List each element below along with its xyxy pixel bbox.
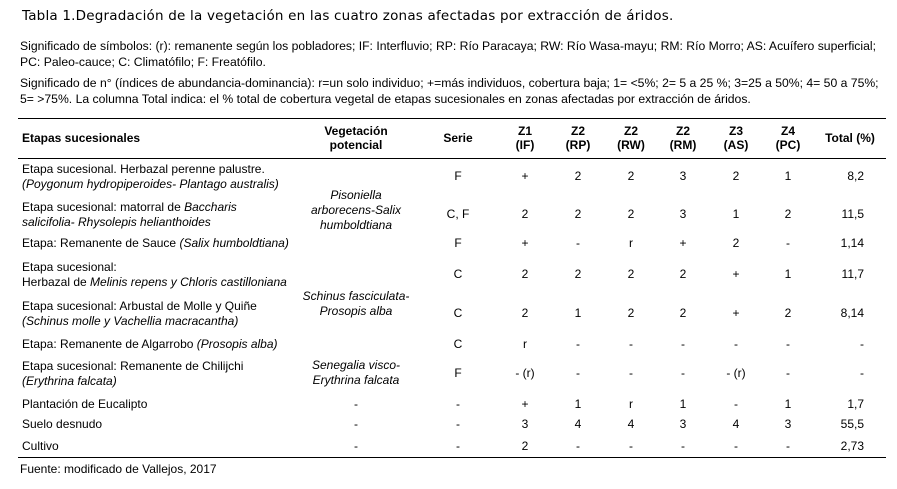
z2rm-cell: 2 bbox=[679, 306, 687, 320]
stage-text: Etapa sucesional. Herbazal perenne palustre. bbox=[22, 161, 265, 176]
z2rw-cell: 2 bbox=[627, 267, 635, 281]
serie-cell: F bbox=[454, 169, 462, 183]
z2rp-cell: 2 bbox=[574, 207, 582, 221]
z2rm-cell: 2 bbox=[679, 267, 687, 281]
z4-cell: - bbox=[786, 438, 790, 453]
stage-text: Cultivo bbox=[22, 438, 59, 453]
z2rm-cell: 3 bbox=[679, 207, 687, 221]
z2rw-cell: - bbox=[629, 438, 633, 453]
z1-cell: 3 bbox=[521, 416, 529, 431]
z4-cell: - bbox=[786, 366, 790, 380]
stage-species: Baccharis bbox=[184, 199, 237, 214]
z2rm-cell: 3 bbox=[679, 169, 687, 183]
table-bottom-rule bbox=[18, 457, 886, 458]
pv1-line3: humboldtiana bbox=[319, 218, 393, 232]
stage-cell bbox=[22, 160, 322, 193]
stage-cell bbox=[22, 258, 322, 291]
stage-text: Etapa: Remanente de Sauce bbox=[22, 235, 180, 250]
header-vegetation bbox=[296, 118, 416, 158]
z2rp-cell: - bbox=[576, 235, 580, 250]
z2rw-cell: r bbox=[629, 396, 633, 411]
source-footnote: Fuente: modificado de Vallejos, 2017 bbox=[20, 462, 217, 476]
z4-cell: 2 bbox=[784, 207, 792, 221]
header-z2rw-line2: (RW) bbox=[617, 138, 645, 152]
stage-species-line2: (Erythrina falcata) bbox=[22, 373, 117, 388]
stage-cell bbox=[22, 335, 322, 353]
serie-cell: - bbox=[456, 416, 460, 431]
header-z3 bbox=[711, 118, 761, 158]
header-z2rp-line1: Z2 bbox=[570, 124, 585, 138]
z2rm-cell: 3 bbox=[679, 416, 687, 431]
z2rm-cell: + bbox=[679, 235, 687, 250]
stage-cell bbox=[22, 437, 322, 455]
z3-cell: + bbox=[732, 267, 740, 281]
stage-text: Etapa sucesional: Arbustal de Molle y Quiñe bbox=[22, 298, 257, 313]
header-z4-line2: (PC) bbox=[775, 138, 801, 152]
total-cell: 2,73 bbox=[840, 438, 864, 453]
z3-cell: - bbox=[734, 438, 738, 453]
z2rp-cell: - bbox=[576, 336, 580, 351]
z2rp-cell: 4 bbox=[574, 416, 582, 431]
z2rp-cell: 1 bbox=[574, 306, 582, 320]
stage-text-line2: Herbazal de bbox=[22, 274, 91, 289]
serie-cell: C, F bbox=[446, 207, 470, 221]
z2rm-cell: - bbox=[681, 336, 685, 351]
z1-cell: - (r) bbox=[515, 366, 535, 380]
header-z2-rp bbox=[553, 118, 603, 158]
header-z1 bbox=[500, 118, 550, 158]
serie-cell: C bbox=[453, 267, 463, 281]
stage-species-line2: (Poygonum hydropiperoides- Plantago australis) bbox=[22, 176, 279, 191]
z2rw-cell: 2 bbox=[627, 306, 635, 320]
header-z2rm-line2: (RM) bbox=[669, 138, 697, 152]
z3-cell: 1 bbox=[732, 207, 740, 221]
stage-species-line2: Melinis repens y Chloris castilloniana bbox=[90, 274, 287, 289]
header-total: Total (%) bbox=[825, 131, 875, 145]
table-header-rule bbox=[18, 158, 886, 159]
z2rp-cell: 1 bbox=[574, 396, 582, 411]
stage-species: (Salix humboldtiana) bbox=[179, 235, 289, 250]
z2rw-cell: - bbox=[629, 366, 633, 380]
total-cell: 8,2 bbox=[847, 169, 864, 183]
header-vegetation-line1: Vegetación bbox=[324, 124, 388, 138]
header-z4-line1: Z4 bbox=[780, 124, 795, 138]
z2rp-cell: - bbox=[576, 366, 580, 380]
header-z2rm-line1: Z2 bbox=[675, 124, 690, 138]
z3-cell: - bbox=[734, 396, 738, 411]
z1-cell: 2 bbox=[521, 207, 529, 221]
total-cell: 11,7 bbox=[841, 267, 864, 281]
stage-species-line2: (Schinus molle y Vachellia macracantha) bbox=[22, 313, 239, 328]
z3-cell: 2 bbox=[732, 169, 740, 183]
pv1-line2: arborecens-Salix bbox=[310, 203, 402, 217]
total-cell: 55,5 bbox=[840, 416, 864, 431]
stage-text: Etapa sucesional: matorral de bbox=[22, 199, 185, 214]
stage-text: Etapa sucesional: bbox=[22, 259, 117, 274]
header-z2-rm bbox=[658, 118, 708, 158]
header-serie: Serie bbox=[443, 131, 473, 145]
pv3-line1: Senegalia visco- bbox=[311, 358, 401, 372]
z3-cell: - (r) bbox=[726, 366, 746, 380]
z1-cell: r bbox=[523, 336, 527, 351]
pv3-line2: Erythrina falcata bbox=[312, 373, 400, 387]
z4-cell: 1 bbox=[784, 169, 792, 183]
serie-cell: F bbox=[454, 366, 462, 380]
z2rm-cell: - bbox=[681, 438, 685, 453]
header-z1-line2: (IF) bbox=[515, 138, 535, 152]
stage-text: Etapa sucesional: Remanente de Chilijchi bbox=[22, 358, 244, 373]
z4-cell: 1 bbox=[784, 396, 792, 411]
vegetation-cell: - bbox=[354, 416, 358, 431]
z2rw-cell: 4 bbox=[627, 416, 635, 431]
stage-cell bbox=[22, 415, 322, 433]
serie-cell: - bbox=[456, 396, 460, 411]
z2rw-cell: r bbox=[629, 235, 633, 250]
stage-cell bbox=[22, 357, 322, 390]
total-cell: 11,5 bbox=[841, 207, 864, 221]
z2rw-cell: 2 bbox=[627, 169, 635, 183]
header-z2-rw bbox=[606, 118, 656, 158]
z2rp-cell: 2 bbox=[574, 267, 582, 281]
total-cell: 1,14 bbox=[840, 235, 864, 250]
index-legend: Significado de n° (índices de abundancia-dominancia): r=un solo individuo; +=más individuos, cobertura baja; 1= <5%; 2= 5 a 25 %; 3=25 a 50%; 4= 50 a 75%; 5= >75%. La columna Total indica: el % total de cobertura vegetal de etapas sucesionales en zonas afectadas por extracción de áridos. bbox=[20, 76, 879, 106]
pv2-line2: Prosopis alba bbox=[319, 304, 393, 318]
z2rw-cell: - bbox=[629, 336, 633, 351]
z3-cell: - bbox=[734, 336, 738, 351]
z1-cell: + bbox=[521, 235, 529, 250]
z1-cell: 2 bbox=[521, 267, 529, 281]
z4-cell: - bbox=[786, 336, 790, 351]
header-z3-line2: (AS) bbox=[723, 138, 749, 152]
header-vegetation-line2: potencial bbox=[329, 138, 383, 152]
z2rp-cell: - bbox=[576, 438, 580, 453]
header-z3-line1: Z3 bbox=[728, 124, 743, 138]
z1-cell: + bbox=[521, 396, 529, 411]
pv2-line1: Schinus fasciculata- bbox=[302, 289, 410, 303]
z3-cell: 2 bbox=[732, 235, 740, 250]
header-z2rp-line2: (RP) bbox=[565, 138, 591, 152]
stage-text: Suelo desnudo bbox=[22, 416, 103, 431]
z1-cell: 2 bbox=[521, 438, 529, 453]
z2rw-cell: 2 bbox=[627, 207, 635, 221]
serie-cell: C bbox=[453, 306, 463, 320]
z4-cell: 2 bbox=[784, 306, 792, 320]
symbols-legend: Significado de símbolos: (r): remanente según los pobladores; IF: Interfluvio; RP: Río Paracaya; RW: Río Wasa-mayu; RM: Río Morro; AS: Acuífero superficial; PC: Paleo-cauce; C: Climatófilo; F: Freatófilo. bbox=[20, 39, 876, 69]
header-z2rw-line1: Z2 bbox=[623, 124, 638, 138]
header-z4 bbox=[763, 118, 813, 158]
z2rm-cell: 1 bbox=[679, 396, 687, 411]
stage-cell bbox=[22, 198, 322, 231]
z2rp-cell: 2 bbox=[574, 169, 582, 183]
stage-cell bbox=[22, 395, 322, 413]
z4-cell: - bbox=[786, 235, 790, 250]
stage-text: Etapa: Remanente de Algarrobo bbox=[22, 336, 197, 351]
serie-cell: C bbox=[453, 336, 463, 351]
z1-cell: + bbox=[521, 169, 529, 183]
z2rm-cell: - bbox=[681, 366, 685, 380]
z3-cell: 4 bbox=[732, 416, 740, 431]
serie-cell: - bbox=[456, 438, 460, 453]
z4-cell: 3 bbox=[784, 416, 792, 431]
total-cell: 1,7 bbox=[847, 396, 864, 411]
stage-species: (Prosopis alba) bbox=[196, 336, 278, 351]
z4-cell: 1 bbox=[784, 267, 792, 281]
z1-cell: 2 bbox=[521, 306, 529, 320]
header-z1-line1: Z1 bbox=[517, 124, 532, 138]
total-cell: - bbox=[860, 366, 864, 380]
z3-cell: + bbox=[732, 306, 740, 320]
vegetation-cell: - bbox=[354, 438, 358, 453]
total-cell: 8,14 bbox=[840, 306, 864, 320]
vegetation-cell: - bbox=[354, 396, 358, 411]
total-cell: - bbox=[860, 336, 864, 351]
stage-cell bbox=[22, 234, 322, 252]
stage-species-line2: salicifolia- Rhysolepis helianthoides bbox=[22, 214, 211, 229]
stage-text: Plantación de Eucalipto bbox=[22, 396, 148, 411]
stage-cell bbox=[22, 297, 322, 330]
header-stage: Etapas sucesionales bbox=[22, 131, 141, 145]
pv1-line1: Pisoniella bbox=[330, 188, 382, 202]
table-title: Tabla 1.Degradación de la vegetación en las cuatro zonas afectadas por extracción de áridos. bbox=[22, 8, 674, 24]
serie-cell: F bbox=[454, 235, 462, 250]
